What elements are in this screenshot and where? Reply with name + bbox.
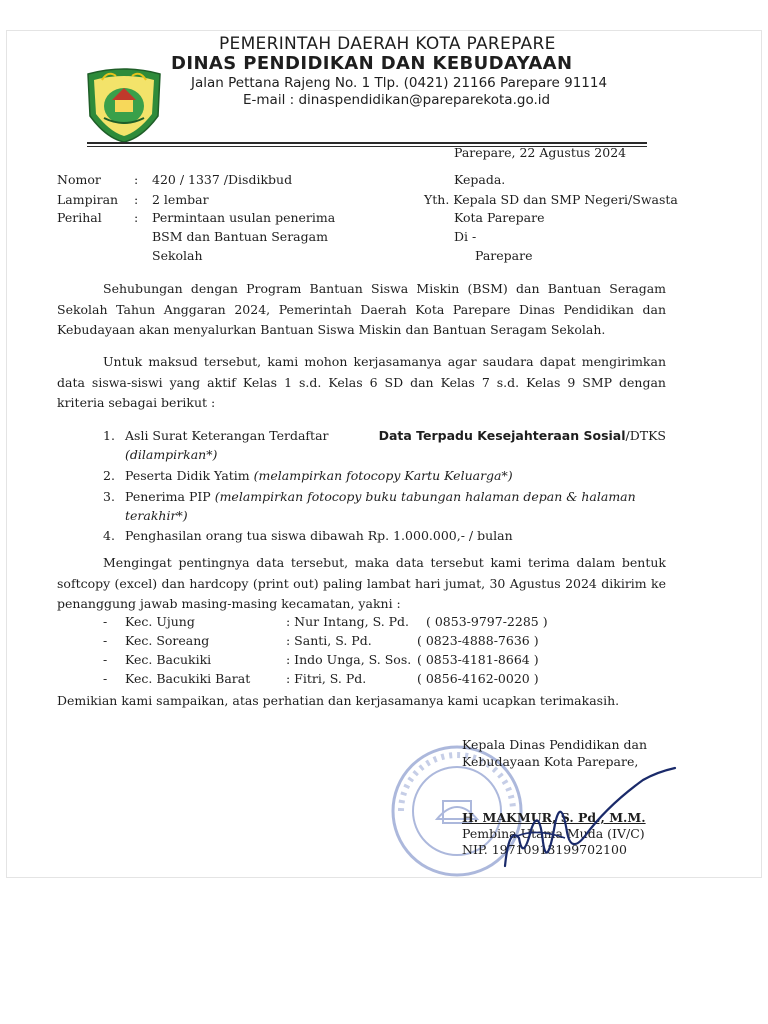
- signatory-nip: NIP. 19710913199702100: [462, 842, 627, 857]
- paragraph-3-line-3: penanggung jawab masing-masing kecamatan, yakni :: [57, 596, 401, 611]
- nomor-value: 420 / 1337 /Disdikbud: [152, 172, 293, 187]
- nomor-label: Nomor: [57, 172, 101, 187]
- contact-3-phone: ( 0853-4181-8664 ): [417, 652, 539, 667]
- signatory-name: H. MAKMUR, S. Pd., M.M.: [462, 810, 646, 825]
- perihal-colon: :: [134, 210, 139, 225]
- criteria-3-note: (melampirkan fotocopy buku tabungan halaman depan & halaman: [214, 489, 636, 504]
- criteria-2-number: 2.: [103, 468, 115, 483]
- nomor-colon: :: [134, 172, 139, 187]
- paragraph-1-line-1: Sehubungan dengan Program Bantuan Siswa Miskin (BSM) dan Bantuan Seragam: [103, 281, 666, 296]
- perihal-line-3: Sekolah: [152, 248, 203, 263]
- paragraph-3-line-1: Mengingat pentingnya data tersebut, maka data tersebut kami terima dalam bentuk: [103, 555, 666, 570]
- contact-3-name: : Indo Unga, S. Sos.: [286, 652, 412, 667]
- perihal-line-2: BSM dan Bantuan Seragam: [152, 229, 328, 244]
- criteria-1-number: 1.: [103, 428, 115, 443]
- criteria-1-text: Asli Surat Keterangan Terdaftar: [125, 428, 329, 443]
- criteria-1-tail: /DTKS: [625, 428, 666, 443]
- letterhead-rule: [87, 142, 647, 144]
- criteria-2: [125, 468, 513, 483]
- contact-1-name: : Nur Intang, S. Pd.: [286, 614, 410, 629]
- letterhead-email: E-mail : dinaspendidikan@pareparekota.go.id: [243, 92, 551, 108]
- criteria-4-text: Penghasilan orang tua siswa dibawah Rp. 1.000.000,- / bulan: [125, 528, 513, 543]
- criteria-3-number: 3.: [103, 489, 115, 504]
- paragraph-2-line-3: kriteria sebagai berikut :: [57, 395, 216, 410]
- contact-1-district: Kec. Ujung: [125, 614, 195, 629]
- criteria-3-note-2: terakhir*): [125, 508, 188, 523]
- contact-1-phone: ( 0853-9797-2285 ): [426, 614, 548, 629]
- signatory-title-2: Kebudayaan Kota Parepare,: [462, 754, 639, 769]
- lampiran-label: Lampiran: [57, 192, 119, 207]
- recipient-kepada: Kepada.: [454, 172, 506, 187]
- handwritten-signature-icon: [447, 766, 687, 886]
- contact-2-dash: -: [103, 633, 108, 648]
- perihal-line-1: Permintaan usulan penerima: [152, 210, 336, 225]
- criteria-2-text: Peserta Didik Yatim: [125, 468, 254, 483]
- recipient-yth: Yth. Kepala SD dan SMP Negeri/Swasta: [424, 192, 678, 207]
- letterhead-government: PEMERINTAH DAERAH KOTA PAREPARE: [219, 34, 556, 54]
- letter-page: [6, 30, 762, 878]
- contact-3-district: Kec. Bacukiki: [125, 652, 212, 667]
- contact-4-district: Kec. Bacukiki Barat: [125, 671, 251, 686]
- perihal-label: Perihal: [57, 210, 102, 225]
- criteria-1-note: (dilampirkan*): [125, 447, 218, 462]
- contact-3-dash: -: [103, 652, 108, 667]
- contact-2-phone: ( 0823-4888-7636 ): [417, 633, 539, 648]
- criteria-4-number: 4.: [103, 528, 115, 543]
- contact-1-dash: -: [103, 614, 108, 629]
- lampiran-colon: :: [134, 192, 139, 207]
- recipient-place: Parepare: [475, 248, 533, 263]
- paragraph-2-line-2: data siswa-siswi yang aktif Kelas 1 s.d. Kelas 6 SD dan Kelas 7 s.d. Kelas 9 SMP dengan: [57, 375, 666, 390]
- signatory-rank: Pembina Utama Muda (IV/C): [462, 826, 645, 841]
- closing-line: Demikian kami sampaikan, atas perhatian dan kerjasamanya kami ucapkan terimakasih.: [57, 693, 620, 708]
- paragraph-2-line-1: Untuk maksud tersebut, kami mohon kerjasamanya agar saudara dapat mengirimkan: [103, 354, 666, 369]
- paragraph-3-line-2: softcopy (excel) dan hardcopy (print out) paling lambat hari jumat, 30 Agustus 2024 dikirim ke: [57, 576, 666, 591]
- paragraph-1-line-2: Sekolah Tahun Anggaran 2024, Pemerintah Daerah Kota Parepare Dinas Pendidikan dan: [57, 302, 666, 317]
- signatory-title-1: Kepala Dinas Pendidikan dan: [462, 737, 648, 752]
- criteria-2-note: (melampirkan fotocopy Kartu Keluarga*): [253, 468, 513, 483]
- criteria-3: [125, 489, 636, 504]
- letterhead-office: DINAS PENDIDIKAN DAN KEBUDAYAAN: [171, 53, 573, 74]
- letterhead-address: Jalan Pettana Rajeng No. 1 Tlp. (0421) 21166 Parepare 91114: [191, 75, 608, 91]
- recipient-di: Di -: [454, 229, 477, 244]
- contact-2-name: : Santi, S. Pd.: [286, 633, 372, 648]
- paragraph-1-line-3: Kebudayaan akan menyalurkan Bantuan Siswa Miskin dan Bantuan Seragam Sekolah.: [57, 322, 606, 337]
- criteria-1: [125, 428, 666, 443]
- contact-2-district: Kec. Soreang: [125, 633, 210, 648]
- contact-4-name: : Fitri, S. Pd.: [286, 671, 367, 686]
- criteria-1-bold: Data Terpadu Kesejahteraan Sosial: [378, 428, 626, 443]
- criteria-3-text: Penerima PIP: [125, 489, 215, 504]
- parepare-emblem-icon: [82, 66, 166, 144]
- letter-date: Parepare, 22 Agustus 2024: [454, 145, 627, 160]
- contact-4-dash: -: [103, 671, 108, 686]
- lampiran-value: 2 lembar: [152, 192, 209, 207]
- recipient-city: Kota Parepare: [454, 210, 545, 225]
- contact-4-phone: ( 0856-4162-0020 ): [417, 671, 539, 686]
